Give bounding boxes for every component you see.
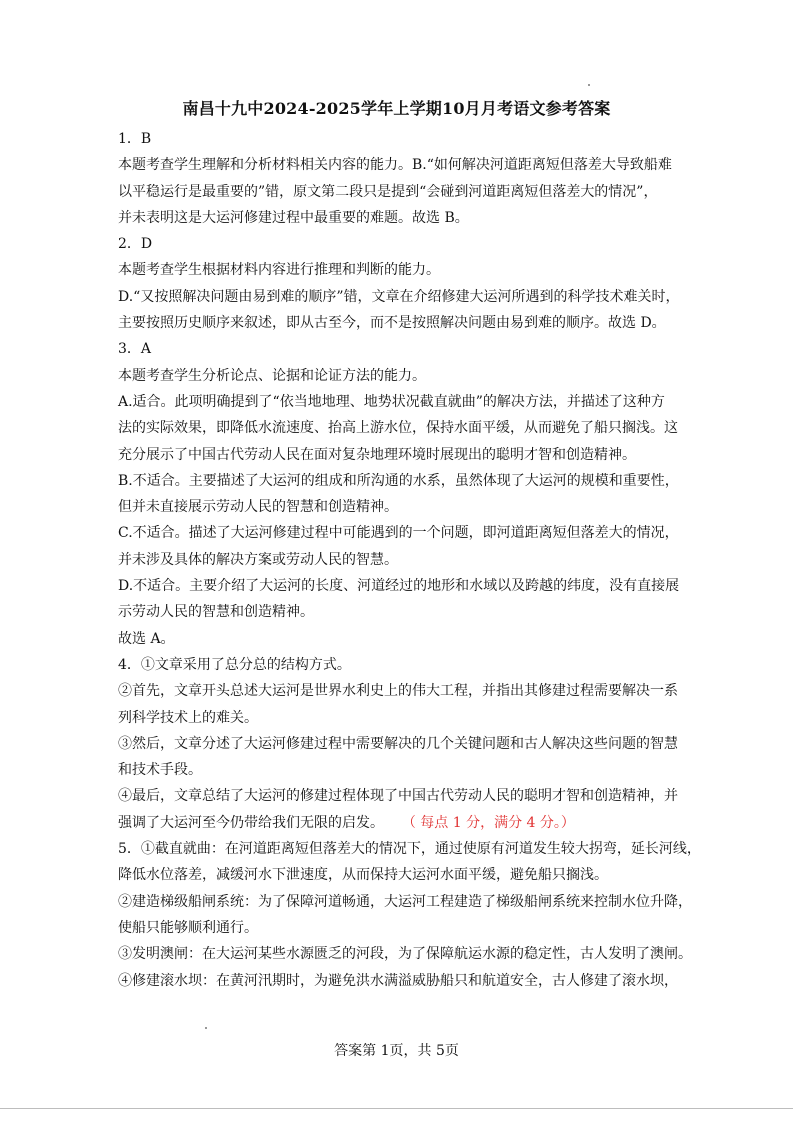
answer-body [118,126,701,994]
answer-text: 并未涉及具体的解决方案或劳动人民的智慧。 [118,551,398,568]
scan-speck [588,84,590,86]
page-bottom-rule [0,1108,793,1109]
answer-text: ②首先，文章开头总述大运河是世界水利史上的伟大工程，并指出其修建过程需要解决一系 [118,683,678,700]
page-title: 南昌十九中2024-2025学年上学期10月月考语文参考答案 [182,99,611,118]
answer-text: 本题考查学生分析论点、论据和论证方法的能力。 [118,367,426,384]
answer-text: 示劳动人民的智慧和创造精神。 [118,604,314,621]
answer-text: 但并未直接展示劳动人民的智慧和创造精神。 [118,499,398,516]
answer-number: 4．①文章采用了总分总的结构方式。 [118,656,351,673]
page-footer: 答案第 1页，共 5页 [334,1043,459,1059]
answer-number: 2．D [118,236,153,253]
answer-text: 列科学技术上的难关。 [118,709,258,726]
answer-text: B.不适合。主要描述了大运河的组成和所沟通的水系，虽然体现了大运河的规模和重要性， [118,472,679,489]
answer-text: 主要按照历史顺序来叙述，即从古至今，而不是按照解决问题由易到难的顺序。故选 D。 [118,315,666,332]
answer-text: ③发明澳闸：在大运河某些水源匮乏的河段，为了保障航运水源的稳定性，古人发明了澳闸。 [118,946,692,963]
answer-text-with-score [118,810,678,836]
answer-text: 强调了大运河至今仍带给我们无限的启发。 [118,814,384,831]
answer-text: D.不适合。主要介绍了大运河的长度、河道经过的地形和水域以及跨越的纬度，没有直接展 [118,578,680,595]
answer-text: 和技术手段。 [118,762,202,779]
answer-text: 降低水位落差，减缓河水下泄速度，从而保持大运河水面平缓，避免船只搁浅。 [118,867,608,884]
answer-text: ②建造梯级船闸系统：为了保障河道畅通，大运河工程建造了梯级船闸系统来控制水位升降， [118,893,692,910]
answer-number: 5．①截直就曲：在河道距离短但落差大的情况下，通过使原有河道发生较大拐弯，延长河线， [118,841,701,858]
answer-text: 故选 A。 [118,630,175,647]
answer-text: ④修建滚水坝：在黄河汛期时，为避免洪水满溢威胁船只和航道安全，古人修建了滚水坝， [118,972,678,989]
answer-text: C.不适合。描述了大运河修建过程中可能遇到的一个问题，即河道距离短但落差大的情况， [118,525,679,542]
answer-text: 充分展示了中国古代劳动人民在面对复杂地理环境时展现出的聪明才智和创造精神。 [118,446,636,463]
scan-speck [205,1027,207,1029]
answer-number: 1．B [118,131,152,147]
answer-text: ③然后，文章分述了大运河修建过程中需要解决的几个关键问题和古人解决这些问题的智慧 [118,735,678,752]
answer-text: 使船只能够顺利通行。 [118,919,258,936]
answer-text: ④最后，文章总结了大运河的修建过程体现了中国古代劳动人民的聪明才智和创造精神，并 [118,788,678,805]
answer-text: 法的实际效果，即降低水流速度、抬高上游水位，保持水面平缓，从而避免了船只搁浅。这 [118,420,678,437]
answer-text: D.“又按照解决问题由易到难的顺序”错，文章在介绍修建大运河所遇到的科学技术难关时， [118,288,680,305]
answer-number: 3．A [118,341,152,358]
answer-text: 以平稳运行是最重要的”错，原文第二段只是提到“会碰到河道距离短但落差大的情况”， [118,183,658,200]
score-note: （ 每点 1 分，满分 4 分。） [401,814,575,831]
answer-text: 本题考查学生根据材料内容进行推理和判断的能力。 [118,262,440,279]
answer-text: 并未表明这是大运河修建过程中最重要的难题。故选 B。 [118,209,469,226]
answer-text: A.适合。此项明确提到了“依当地地理、地势状况截直就曲”的解决方法，并描述了这种方 [118,393,665,410]
answer-text: 本题考查学生理解和分析材料相关内容的能力。B.“如何解决河道距离短但落差大导致船难 [118,157,672,174]
